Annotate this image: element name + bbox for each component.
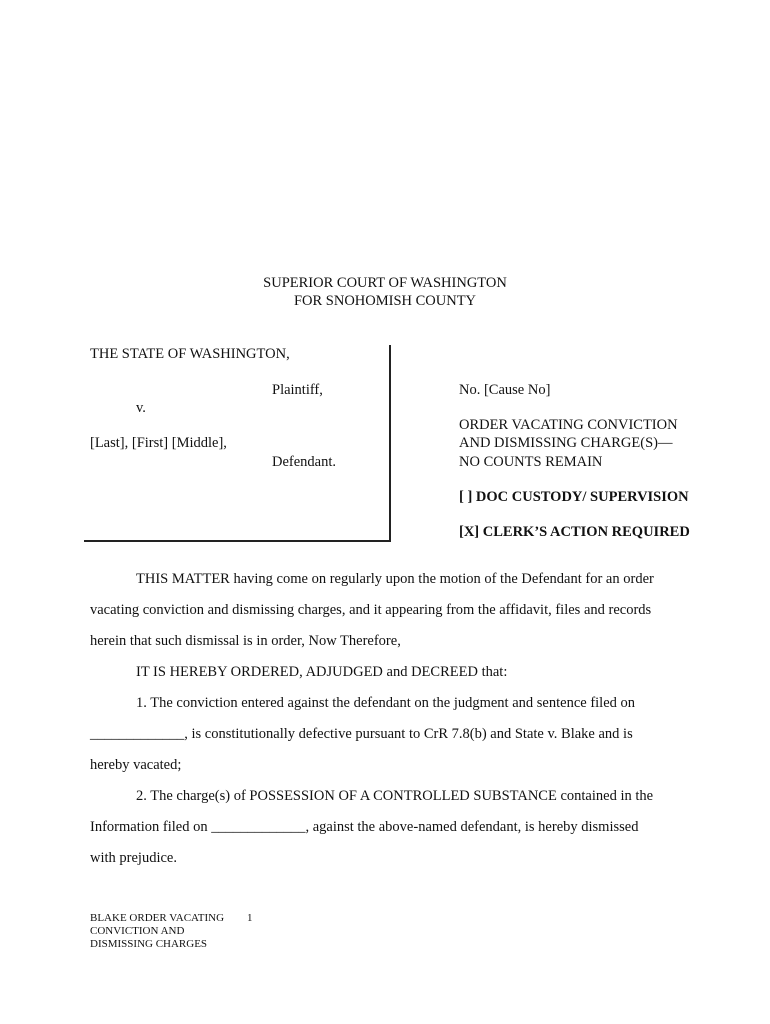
plaintiff-label: Plaintiff, — [272, 382, 323, 398]
page-number: 1 — [247, 912, 253, 924]
footer-line: DISMISSING CHARGES — [90, 938, 208, 950]
footer-line: CONVICTION AND — [90, 925, 185, 937]
clerk-action-checkbox: [X] CLERK’S ACTION REQUIRED — [459, 524, 690, 540]
order-title-line-2: AND DISMISSING CHARGE(S)— — [459, 435, 673, 451]
caption-horizontal-rule — [84, 540, 391, 542]
doc-custody-checkbox: [ ] DOC CUSTODY/ SUPERVISION — [459, 489, 689, 505]
body-line: vacating conviction and dismissing charges, and it appearing from the affidavit, files and records — [90, 602, 652, 618]
body-line: THIS MATTER having come on regularly upon the motion of the Defendant for an order — [136, 571, 654, 587]
defendant-name: [Last], [First] [Middle], — [90, 435, 227, 451]
order-title-line-3: NO COUNTS REMAIN — [459, 454, 603, 470]
body-line: herein that such dismissal is in order, Now Therefore, — [90, 633, 401, 649]
body-line: 1. The conviction entered against the defendant on the judgment and sentence filed on — [136, 695, 636, 711]
order-title-line-1: ORDER VACATING CONVICTION — [459, 417, 678, 433]
cause-number: No. [Cause No] — [459, 382, 551, 398]
body-line: Information filed on _____________, against the above-named defendant, is hereby dismissed — [90, 819, 639, 835]
body-line: hereby vacated; — [90, 757, 182, 773]
court-name: SUPERIOR COURT OF WASHINGTON — [263, 275, 507, 291]
footer-line: BLAKE ORDER VACATING — [90, 912, 225, 924]
versus-label: v. — [136, 400, 146, 416]
plaintiff-name: THE STATE OF WASHINGTON, — [90, 346, 290, 362]
body-line: IT IS HEREBY ORDERED, ADJUDGED and DECREED that: — [136, 664, 508, 680]
court-county: FOR SNOHOMISH COUNTY — [293, 293, 477, 309]
caption-vertical-rule — [389, 345, 391, 540]
body-line: 2. The charge(s) of POSSESSION OF A CONTROLLED SUBSTANCE contained in the — [136, 788, 654, 804]
defendant-label: Defendant. — [272, 454, 337, 470]
footer-title — [90, 912, 224, 951]
body-line: with prejudice. — [90, 850, 177, 866]
body-line: _____________, is constitutionally defective pursuant to CrR 7.8(b) and State v. Blake and is — [90, 726, 633, 742]
